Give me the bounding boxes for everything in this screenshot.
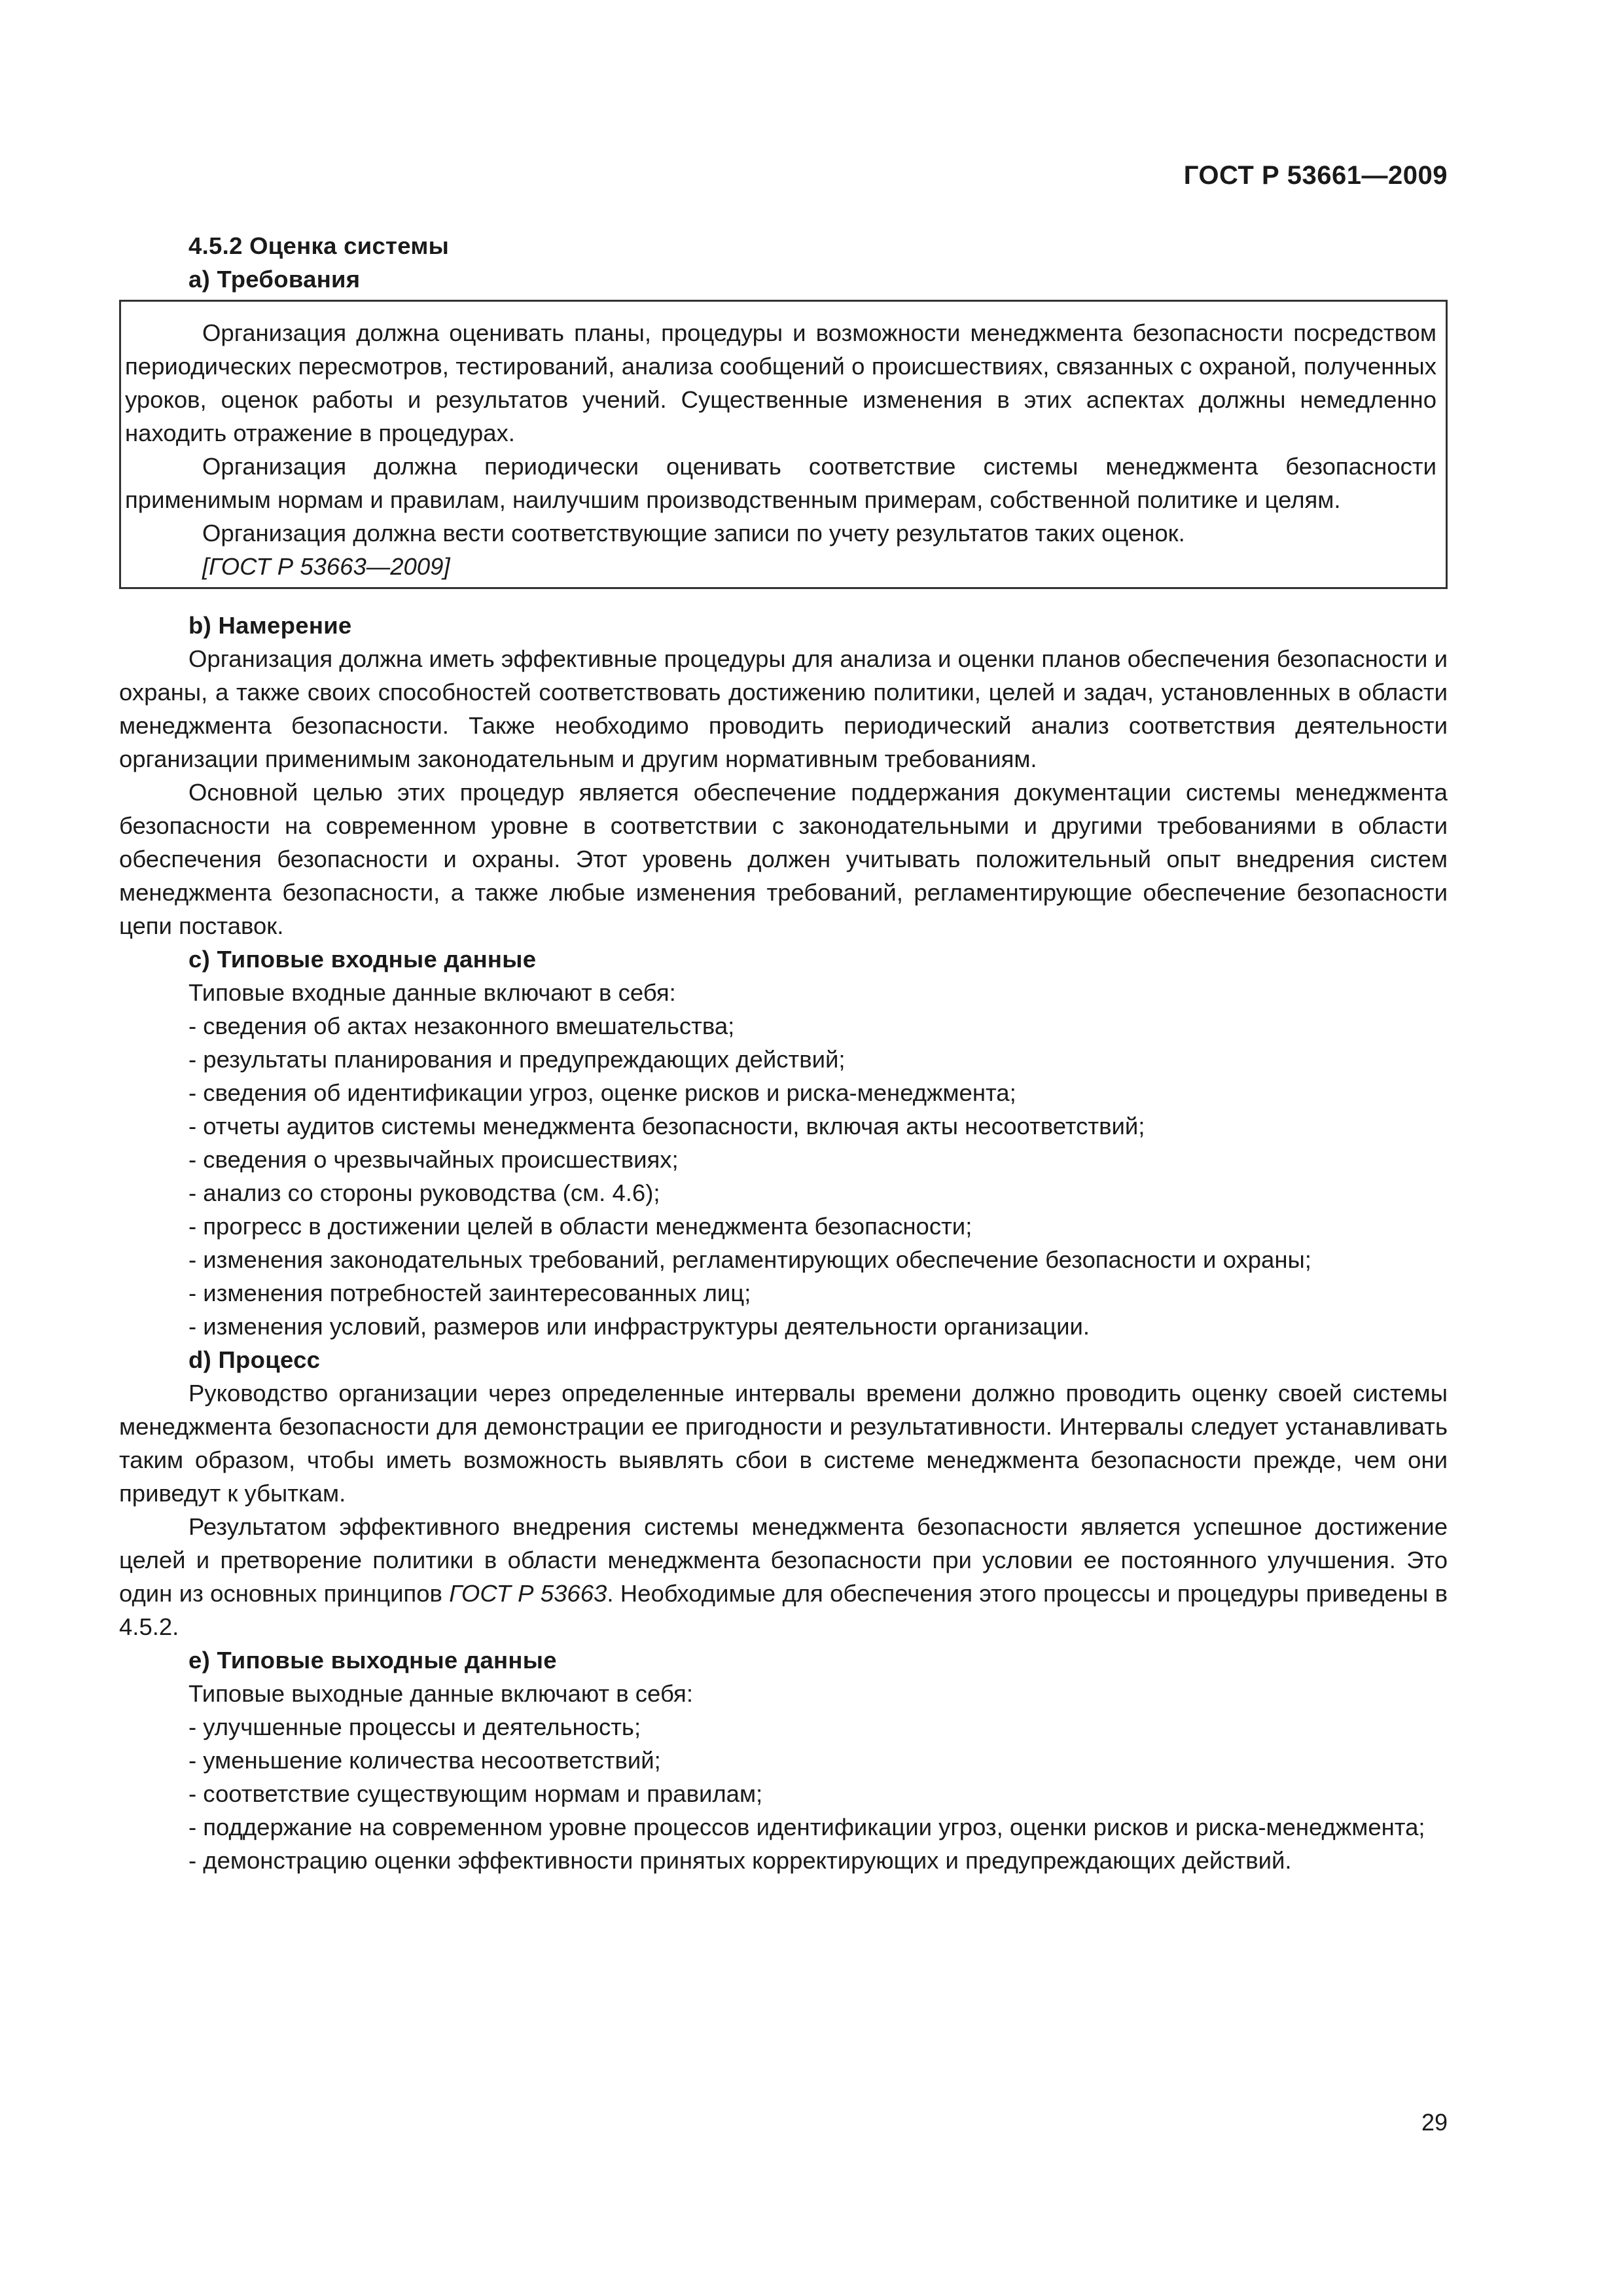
outputs-list [119, 1710, 1448, 1877]
standard-reference: ГОСТ Р 53663 [449, 1580, 607, 1607]
requirements-paragraph-2: Организация должна периодически оценивать соответствие системы менеджмента безопасности применимым нормам и правилам, наилучшим производственным примерам, собственной политике и целям. [125, 453, 1436, 513]
outputs-intro: Типовые выходные данные включают в себя: [188, 1680, 693, 1707]
list-item: - анализ со стороны руководства (см. 4.6); [188, 1179, 660, 1206]
process-paragraph-2-tail: . Необходимые для обеспечения этого процессы и процедуры приведены в 4.5.2. [119, 1580, 1448, 1640]
list-item: - улучшенные процессы и деятельность; [188, 1713, 641, 1740]
inputs-list [119, 1009, 1448, 1343]
list-item: - сведения об актах незаконного вмешательства; [188, 1013, 735, 1039]
intent-paragraph-1: Организация должна иметь эффективные процедуры для анализа и оценки планов обеспечения безопасности и охраны, а также своих способностей соответствовать достижению политики, целей и задач, установленных в области менеджмента безопасности. Также необходимо проводить периодический анализ соответствия деятельности организации применимым законодательным и другим нормативным требованиям. [119, 645, 1448, 772]
subsection-a-heading: а) Требования [188, 266, 361, 293]
list-item: - сведения о чрезвычайных происшествиях; [188, 1146, 679, 1173]
list-item: - уменьшение количества несоответствий; [188, 1747, 661, 1774]
list-item: - изменения условий, размеров или инфраструктуры деятельности организации. [188, 1313, 1090, 1340]
requirements-paragraph-1: Организация должна оценивать планы, процедуры и возможности менеджмента безопасности посредством периодических пересмотров, тестирований, анализа сообщений о происшествиях, связанных с охраной, полученных уроков, оценок работы и результатов учений. Существенные изменения в этих аспектах должны немедленно находить отражение в процедурах. [125, 319, 1436, 446]
subsection-b-heading: b) Намерение [188, 612, 352, 639]
list-item: - соответствие существующим нормам и правилам; [188, 1780, 763, 1807]
process-paragraph-2 [119, 1510, 1448, 1643]
list-item: - прогресс в достижении целей в области менеджмента безопасности; [188, 1213, 972, 1240]
section-heading: 4.5.2 Оценка системы [188, 232, 450, 259]
inputs-intro: Типовые входные данные включают в себя: [188, 979, 676, 1006]
intent-paragraph-2: Основной целью этих процедур является обеспечение поддержания документации системы менеджмента безопасности на современном уровне в соответствии с законодательными и другими требованиями в области обеспечения безопасности и охраны. Этот уровень должен учитывать положительный опыт внедрения систем менеджмента безопасности, а также любые изменения требований, регламентирующие обеспечение безопасности цепи поставок. [119, 779, 1448, 939]
requirements-paragraph-3: Организация должна вести соответствующие записи по учету результатов таких оценок. [202, 520, 1185, 547]
subsection-c-heading: c) Типовые входные данные [188, 946, 537, 973]
standard-code-header: ГОСТ Р 53661—2009 [1183, 161, 1448, 190]
requirements-box [119, 300, 1448, 589]
subsection-e-heading: e) Типовые выходные данные [188, 1647, 557, 1674]
requirements-reference: [ГОСТ Р 53663—2009] [202, 553, 450, 580]
process-paragraph-1: Руководство организации через определенные интервалы времени должно проводить оценку своей системы менеджмента безопасности для демонстрации ее пригодности и результативности. Интервалы следует устанавливать таким образом, чтобы иметь возможность выявлять сбои в системе менеджмента безопасности прежде, чем они приведут к убыткам. [119, 1380, 1448, 1507]
list-item: - отчеты аудитов системы менеджмента безопасности, включая акты несоответствий; [188, 1113, 1145, 1139]
subsection-d-heading: d) Процесс [188, 1346, 321, 1373]
list-item: - изменения законодательных требований, регламентирующих обеспечение безопасности и охраны; [188, 1246, 1311, 1273]
list-item: - результаты планирования и предупреждающих действий; [188, 1046, 846, 1073]
page-number: 29 [1421, 2109, 1448, 2136]
list-item: - сведения об идентификации угроз, оценке рисков и риска-менеджмента; [188, 1079, 1016, 1106]
list-item: - поддержание на современном уровне процессов идентификации угроз, оценки рисков и риска-менеджмента; [188, 1814, 1425, 1840]
list-item: - демонстрацию оценки эффективности принятых корректирующих и предупреждающих действий. [188, 1847, 1292, 1874]
process-paragraph-2-text: Результатом эффективного внедрения системы менеджмента безопасности является успешное достижение целей и претворение политики в области менеджмента безопасности при условии ее постоянного улучшения. Это один из основных принципов [119, 1513, 1448, 1607]
list-item: - изменения потребностей заинтересованных лиц; [188, 1280, 751, 1306]
document-body [119, 229, 1448, 1877]
